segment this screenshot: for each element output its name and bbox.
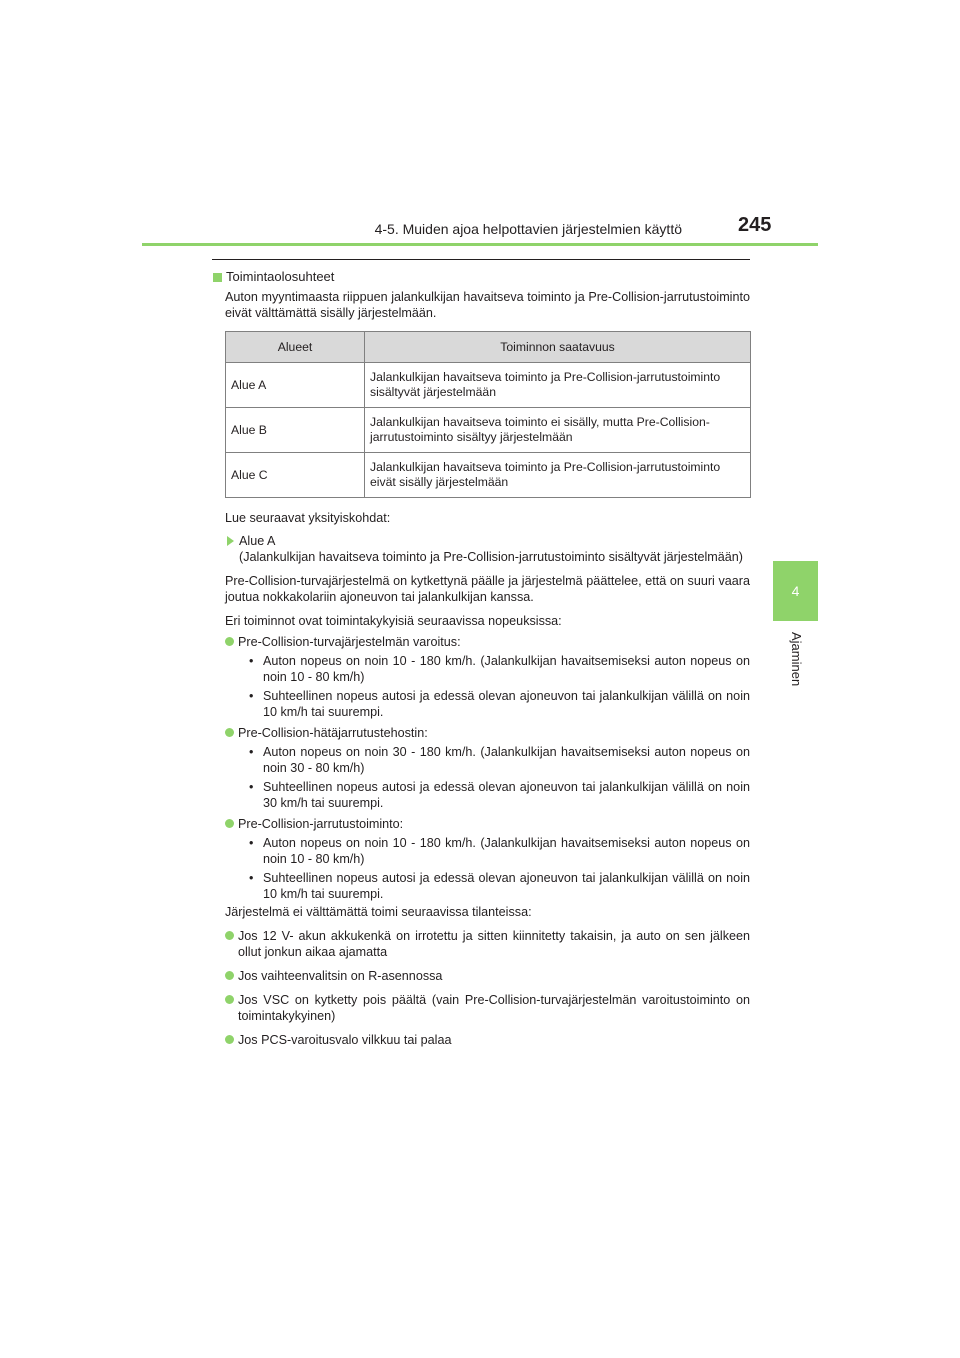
square-bullet-icon (213, 273, 222, 282)
area-a-heading (225, 533, 750, 549)
list-item-text: Suhteellinen nopeus autosi ja edessä olevan ajoneuvon tai jalankulkijan välillä on noin 30 km/h tai suurempi. (263, 780, 750, 810)
table-cell-availability: Jalankulkijan havaitseva toiminto ei sisälly, mutta Pre-Collision-jarrutustoiminto sisältyy järjestelmään (365, 408, 751, 453)
function-title: Pre-Collision-hätäjarrutustehostin: (238, 726, 428, 740)
condition-text: Jos VSC on kytketty pois päältä (vain Pre-Collision-turvajärjestelmän varoitustoiminto on toimintakykyinen) (238, 993, 750, 1023)
table-cell-area: Alue B (226, 408, 365, 453)
dot-bullet-icon (225, 931, 234, 940)
condition-item (225, 928, 750, 960)
list-item: • Auton nopeus on noin 30 - 180 km/h. (Jalankulkijan havaitsemiseksi auton nopeus on noin 30 - 80 km/h) (249, 745, 750, 775)
table-cell-area: Alue C (226, 453, 365, 498)
condition-item (225, 992, 750, 1024)
function-item (225, 725, 750, 811)
read-details: Lue seuraavat yksityiskohdat: (225, 511, 391, 525)
dot-bullet-icon (225, 995, 234, 1004)
paragraph: Eri toiminnot ovat toimintakykyisiä seuraavissa nopeuksissa: (225, 614, 562, 628)
condition-text: Jos vaihteenvalitsin on R-asennossa (238, 969, 443, 983)
header-rule (142, 243, 818, 246)
dot-bullet-icon (225, 971, 234, 980)
header-title: 4-5. Muiden ajoa helpottavien järjestelmien käyttö (374, 221, 682, 237)
table-header-row (226, 332, 751, 363)
function-title: Pre-Collision-turvajärjestelmän varoitus: (238, 635, 461, 649)
list-item: • Auton nopeus on noin 10 - 180 km/h. (Jalankulkijan havaitsemiseksi auton nopeus on noin 10 - 80 km/h) (249, 836, 750, 866)
table-row (226, 453, 751, 498)
list-item-text: Auton nopeus on noin 10 - 180 km/h. (Jalankulkijan havaitsemiseksi auton nopeus on noin 10 - 80 km/h) (263, 654, 750, 684)
paragraph: Järjestelmä ei välttämättä toimi seuraavissa tilanteissa: (225, 905, 532, 919)
dot-bullet-icon (225, 728, 234, 737)
area-a-desc: (Jalankulkijan havaitseva toiminto ja Pre-Collision-jarrutustoiminto sisältyvät järjestelmään) (239, 550, 743, 564)
paragraph: Pre-Collision-turvajärjestelmä on kytkettynä päälle ja järjestelmä päättelee, että on suuri vaara joutua nokkakolariin ajoneuvon tai jalankulkijan kanssa. (225, 574, 750, 604)
list-item-text: Suhteellinen nopeus autosi ja edessä olevan ajoneuvon tai jalankulkijan välillä on noin 10 km/h tai suurempi. (263, 871, 750, 901)
function-heading (225, 634, 750, 650)
table-header-cell: Toiminnon saatavuus (365, 332, 751, 363)
dot-bullet-icon (225, 819, 234, 828)
function-item (225, 634, 750, 720)
condition-text: Jos PCS-varoitusvalo vilkkuu tai palaa (238, 1033, 452, 1047)
chapter-tab (773, 561, 818, 621)
list-item: • Suhteellinen nopeus autosi ja edessä olevan ajoneuvon tai jalankulkijan välillä on noin 30 km/h tai suurempi. (249, 780, 750, 810)
list-item: • Suhteellinen nopeus autosi ja edessä olevan ajoneuvon tai jalankulkijan välillä on noin 10 km/h tai suurempi. (249, 689, 750, 719)
condition-item (225, 968, 750, 984)
chapter-label: Ajaminen (789, 632, 804, 687)
chapter-number: 4 (791, 583, 800, 599)
content (213, 269, 750, 1048)
area-a-block (213, 533, 750, 565)
condition-item (225, 1032, 750, 1048)
table-row (226, 363, 751, 408)
list-item: • Auton nopeus on noin 10 - 180 km/h. (Jalankulkijan havaitsemiseksi auton nopeus on noin 10 - 80 km/h) (249, 654, 750, 684)
list-item-text: Auton nopeus on noin 10 - 180 km/h. (Jalankulkijan havaitsemiseksi auton nopeus on noin 10 - 80 km/h) (263, 836, 750, 866)
table-cell-area: Alue A (226, 363, 365, 408)
availability-table (225, 331, 751, 498)
function-list (213, 634, 750, 902)
list-item-text: Auton nopeus on noin 30 - 180 km/h. (Jalankulkijan havaitsemiseksi auton nopeus on noin 30 - 80 km/h) (263, 745, 750, 775)
condition-text: Jos 12 V- akun akkukenkä on irrotettu ja sitten kiinnitetty takaisin, ja auto on sen jälkeen ollut jonkun aikaa ajamatta (238, 929, 750, 959)
triangle-bullet-icon (227, 536, 234, 546)
table-row (226, 408, 751, 453)
area-a-title: Alue A (239, 534, 276, 548)
function-item (225, 816, 750, 902)
table-header-cell: Alueet (226, 332, 365, 363)
section-intro: Auton myyntimaasta riippuen jalankulkijan havaitseva toiminto ja Pre-Collision-jarrutustoiminto eivät välttämättä sisälly järjestelmään. (225, 290, 750, 320)
section-title: Toimintaolosuhteet (226, 269, 335, 284)
table-cell-availability: Jalankulkijan havaitseva toiminto ja Pre-Collision-jarrutustoiminto sisältyvät järjestelmään (365, 363, 751, 408)
dot-bullet-icon (225, 1035, 234, 1044)
page-number: 245 (738, 214, 772, 236)
content-rule (212, 259, 750, 260)
function-title: Pre-Collision-jarrutustoiminto: (238, 817, 404, 831)
function-heading (225, 816, 750, 832)
function-heading (225, 725, 750, 741)
list-item-text: Suhteellinen nopeus autosi ja edessä olevan ajoneuvon tai jalankulkijan välillä on noin 10 km/h tai suurempi. (263, 689, 750, 719)
dot-bullet-icon (225, 637, 234, 646)
table-cell-availability: Jalankulkijan havaitseva toiminto ja Pre-Collision-jarrutustoiminto eivät sisälly järjestelmään (365, 453, 751, 498)
section-heading (213, 269, 750, 285)
condition-list (213, 928, 750, 1048)
list-item: • Suhteellinen nopeus autosi ja edessä olevan ajoneuvon tai jalankulkijan välillä on noin 10 km/h tai suurempi. (249, 871, 750, 901)
